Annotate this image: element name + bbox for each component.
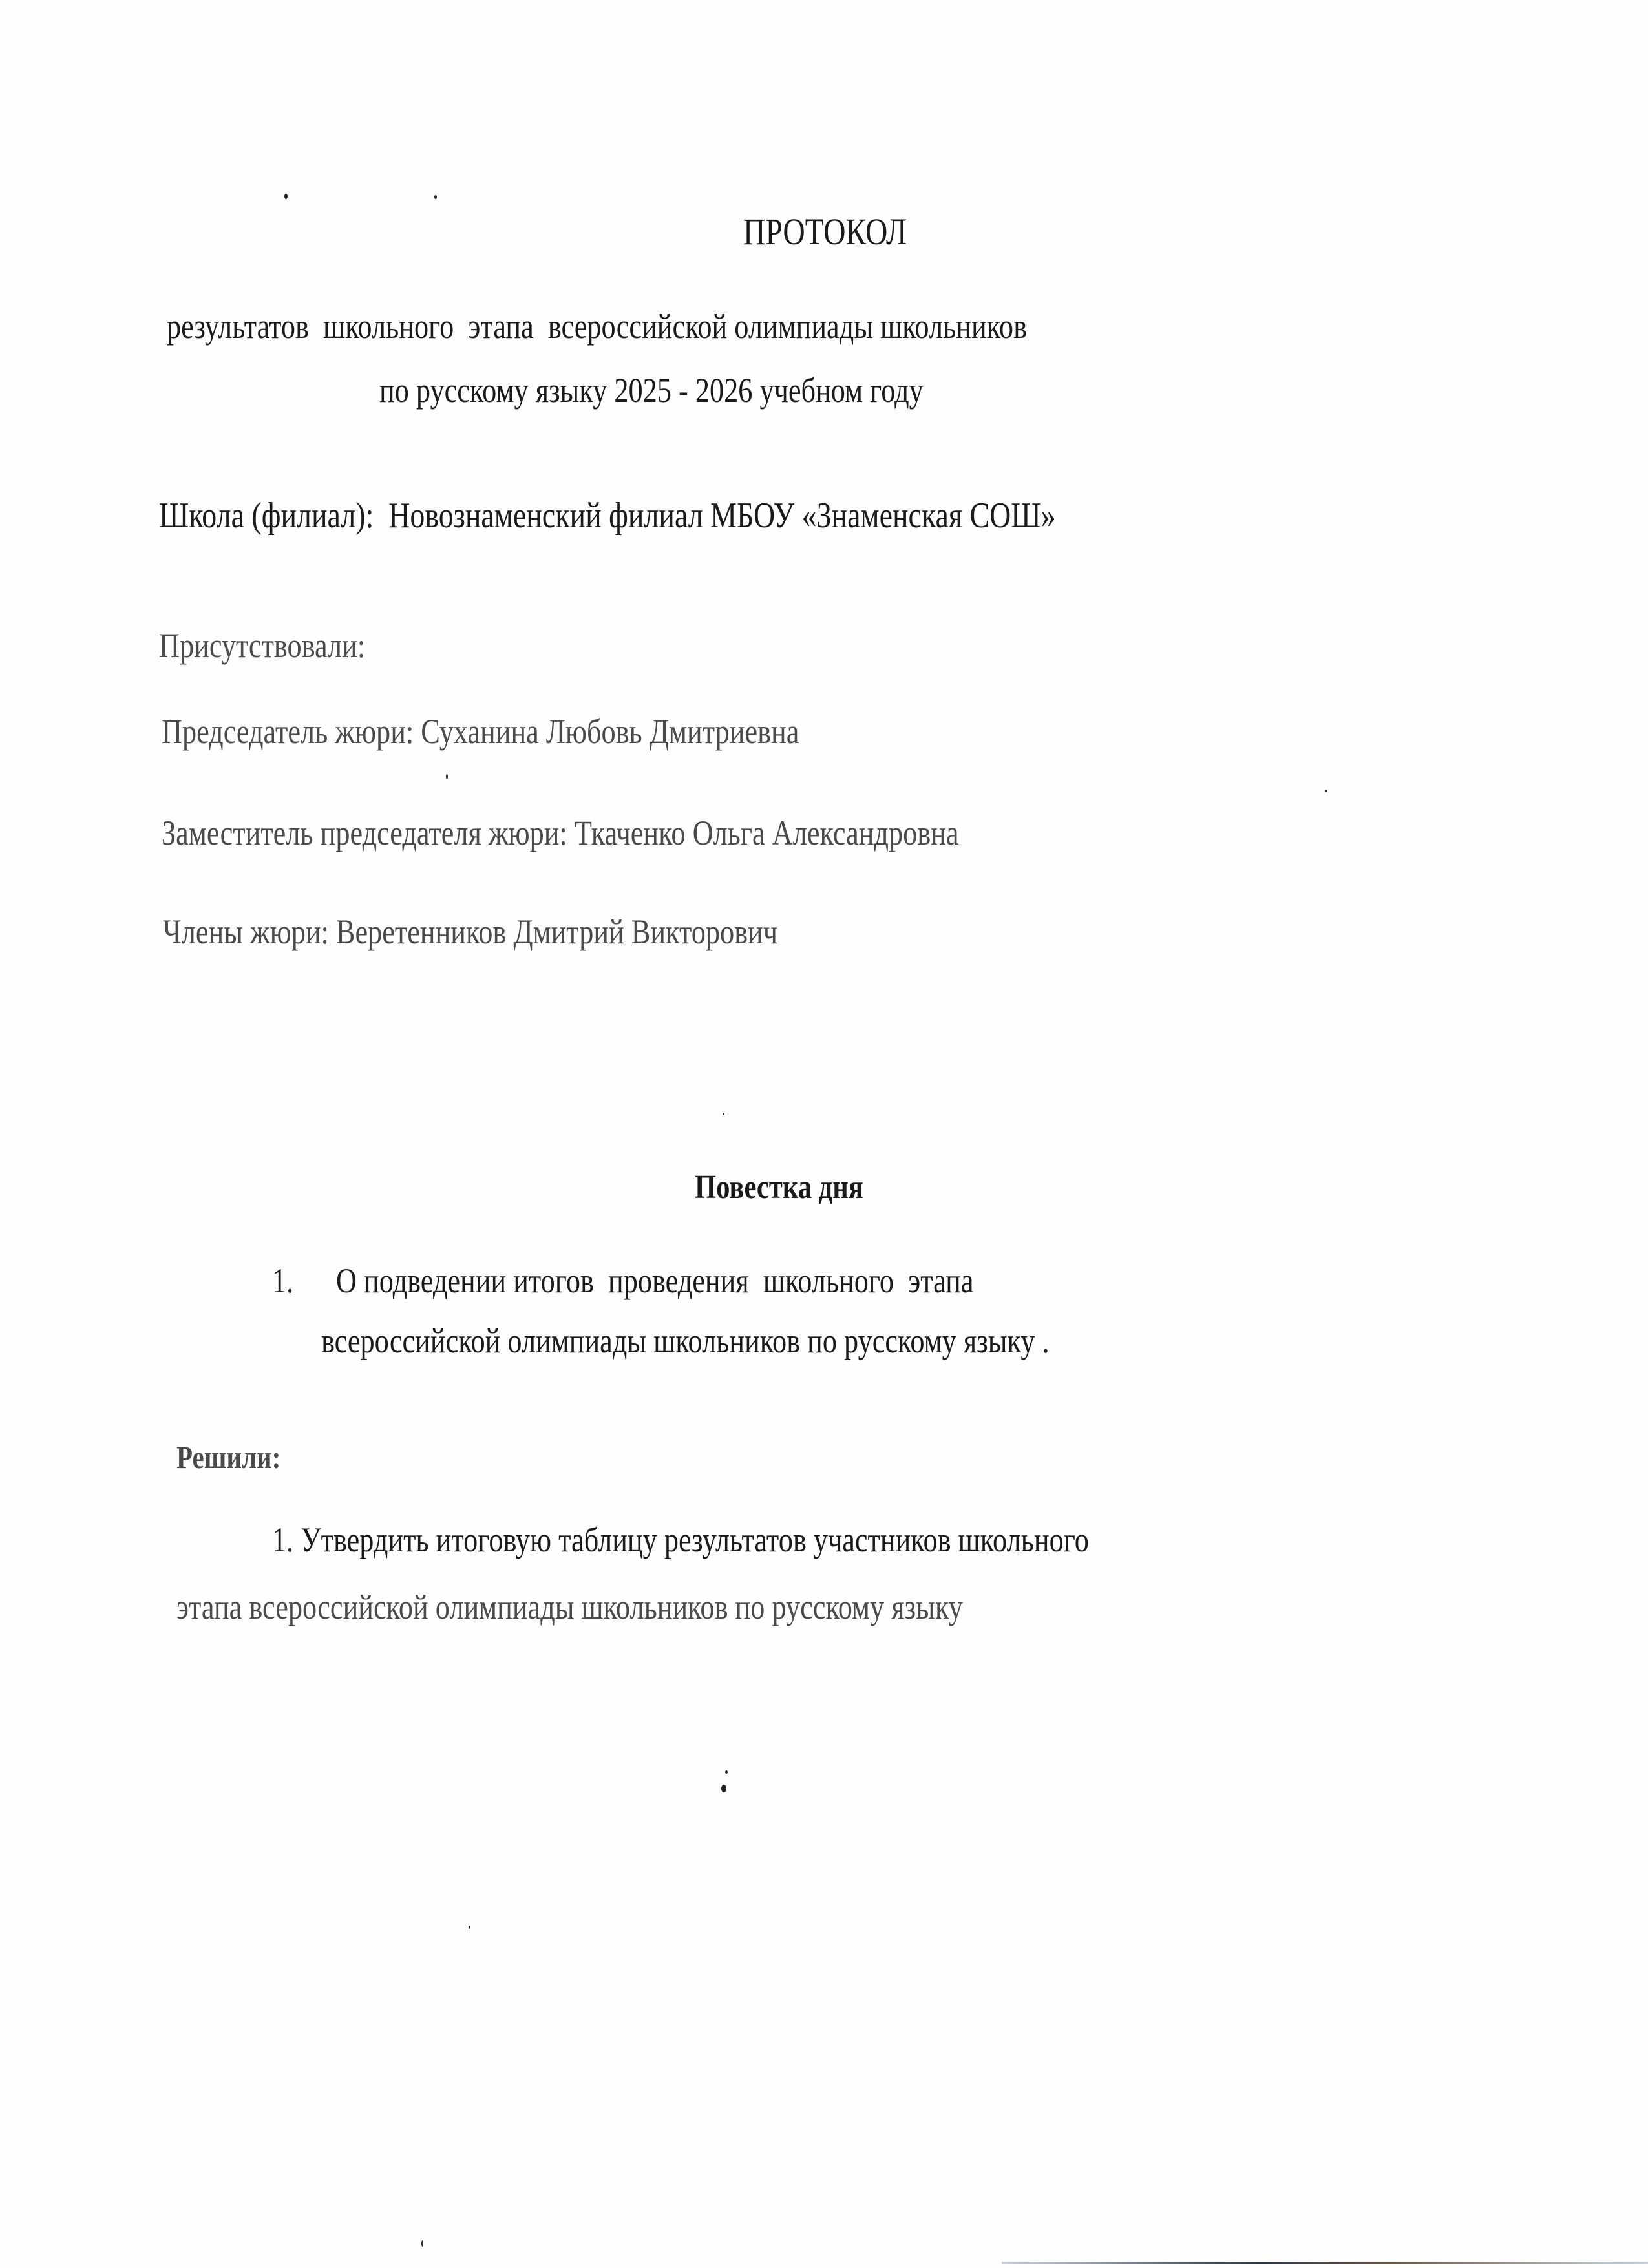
scan-speck: [434, 195, 437, 199]
decided-item-line-1: 1. Утвердить итоговую таблицу результатов участников школьного: [272, 1520, 1089, 1559]
scan-speck: [284, 194, 288, 199]
decided-item-line-2: этапа всероссийской олимпиады школьников по русскому языку: [176, 1588, 963, 1626]
scan-speck: [723, 1113, 724, 1115]
jury-chairman: Председатель жюри: Суханина Любовь Дмитриевна: [162, 712, 799, 751]
scan-speck: [725, 1770, 728, 1774]
scan-speck: [469, 1926, 470, 1929]
agenda-item-number: 1.: [272, 1261, 294, 1300]
jury-deputy: Заместитель председателя жюри: Ткаченко Ольга Александровна: [162, 814, 959, 852]
document-title: ПРОТОКОЛ: [743, 211, 907, 253]
decided-heading: Решили:: [176, 1439, 281, 1475]
present-label: Присутствовали:: [159, 626, 366, 665]
school-line: Школа (филиал): Новознаменский филиал МБОУ «Знаменская СОШ»: [159, 496, 1056, 536]
agenda-item-line-1: О подведении итогов проведения школьного этапа: [336, 1261, 974, 1300]
scan-speck: [446, 774, 448, 779]
scan-speck: [1325, 790, 1327, 792]
subtitle-line-2: по русскому языку 2025 - 2026 учебном году: [379, 371, 924, 410]
scan-edge-line: [1002, 2262, 1648, 2264]
jury-members: Члены жюри: Веретенников Дмитрий Викторович: [163, 912, 778, 951]
agenda-item-line-2: всероссийской олимпиады школьников по русскому языку .: [321, 1321, 1050, 1360]
scan-speck: [421, 2240, 423, 2247]
subtitle-line-1: результатов школьного этапа всероссийской олимпиады школьников: [167, 307, 1027, 346]
agenda-heading: Повестка дня: [695, 1169, 863, 1206]
scan-speck: [721, 1785, 726, 1792]
